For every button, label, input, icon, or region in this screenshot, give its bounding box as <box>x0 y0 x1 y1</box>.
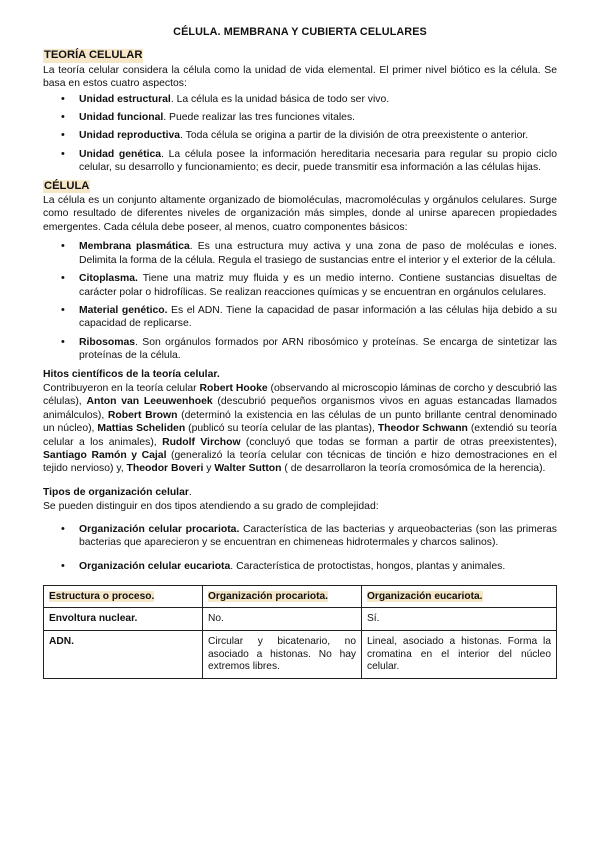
hitos-text: y <box>203 463 215 475</box>
table-header-cell <box>44 585 203 608</box>
section-tipos <box>43 486 557 574</box>
definition: Tiene una matriz muy fluida y es un medio interno. Contiene sustancias disueltas de carácter polar o hidrofílicas. Se realizan reacciones químicas y se encuentran en orgánulos celulares. <box>79 273 557 298</box>
scientist-name: Santiago Ramón y Cajal <box>43 449 167 461</box>
paragraph: Se pueden distinguir en dos tipos atendiendo a su grado de complejidad: <box>43 501 379 513</box>
hitos-text: (publicó su teoría celular de las plantas), <box>185 423 378 435</box>
table-row <box>44 608 557 631</box>
list-item <box>43 304 557 331</box>
hitos-text: (generalizó la teoría celular con técnicas de tinción e hizo demostraciones en el tejido nervioso) y, <box>43 449 557 475</box>
list-item <box>43 523 557 550</box>
scientist-name: Anton van Leeuwenhoek <box>86 396 213 408</box>
hitos-text: ( de desarrollaron la teoría cromosómica de la herencia). <box>281 463 546 475</box>
term: Unidad funcional <box>79 112 164 124</box>
header-text: Organización eucariota. <box>367 590 483 602</box>
hitos-text: (concluyó que todas se forman a partir de otras preexistentes), <box>240 436 557 448</box>
header-text: Organización procariota. <box>208 590 329 602</box>
term: Unidad reproductiva <box>79 130 181 142</box>
header-text: Estructura o proceso. <box>49 590 155 602</box>
bullet-list <box>43 93 557 175</box>
list-item <box>43 336 557 363</box>
definition: . Puede realizar las tres funciones vitales. <box>163 112 356 124</box>
hitos-text: (extendió su teoría celular a los animales), <box>43 423 557 448</box>
hitos-text: Contribuyeron en la teoría celular <box>43 382 200 394</box>
definition: . Son orgánulos formados por ARN ribosómico y proteínas. Se encarga de sintetizar las proteínas de la célula. <box>79 336 557 362</box>
definition: Característica de las bacterias y arqueobacterias (son las primeras bacterias que aparecieron y se encuentran en chimeneas hidrotermales y charcos salinos). <box>79 523 557 548</box>
table-cell: Sí. <box>362 608 557 631</box>
definition: . Toda célula se origina a partir de la división de otra preexistente o anterior. <box>180 130 529 142</box>
document-page <box>43 26 557 679</box>
paragraph: La teoría celular considera la célula como la unidad de vida elemental. El primer nivel biótico es la célula. Se basa en estos cuatro aspectos: <box>43 64 557 90</box>
term: Membrana plasmática <box>79 241 190 253</box>
bullet-list <box>43 523 557 574</box>
document-title: CÉLULA. MEMBRANA Y CUBIERTA CELULARES <box>173 26 427 38</box>
term: Unidad genética <box>79 148 162 160</box>
scientist-name: Walter Sutton <box>214 463 282 475</box>
term: Organización celular eucariota <box>79 561 231 573</box>
hitos-paragraph <box>43 382 557 476</box>
definition: . La célula es la unidad básica de todo ser vivo. <box>170 93 390 105</box>
section-heading: TEORÍA CELULAR <box>44 49 143 62</box>
list-item <box>43 272 557 299</box>
term: Unidad estructural <box>79 93 171 105</box>
subsection-heading <box>43 486 557 499</box>
list-item <box>43 93 557 106</box>
table-cell: ADN. <box>44 631 203 679</box>
table-cell: No. <box>203 608 362 631</box>
table-header-cell <box>203 585 362 608</box>
scientist-name: Theodor Boveri <box>126 463 204 475</box>
hitos-text: (determinó la existencia en las células de un punto brillante central denominado un núcleo), <box>43 409 557 435</box>
heading-dot: . <box>188 486 192 498</box>
hitos-text: (observando al microscopio láminas de corcho y descubrió las células), <box>43 382 558 408</box>
definition: . Es una estructura muy activa y una zona de paso de moléculas e iones. Delimita la forma de la célula. Regula el trasiego de sustancias entre el interior y el exterior de la célula. <box>79 241 557 266</box>
scientist-name: Rudolf Virchow <box>162 436 241 448</box>
subsection-heading-text: Tipos de organización celular <box>43 486 189 498</box>
paragraph: La célula es un conjunto altamente organizado de biomoléculas, macromoléculas y orgánulos celulares. Surge como resultado de diferentes niveles de organización más simples, donde al unirse aparecen propiedades emergentes. Cada célula debe poseer, al menos, cuatro componentes básicos: <box>43 195 557 233</box>
table-cell: Envoltura nuclear. <box>44 608 203 631</box>
table-cell: Lineal, asociado a histonas. Forma la cromatina en el interior del núcleo celular. <box>362 631 557 679</box>
list-item <box>43 240 557 267</box>
definition: Es el ADN. Tiene la capacidad de pasar información a las células hija debido a su capacidad de replicarse. <box>79 304 557 330</box>
table-row <box>44 631 557 679</box>
subsection-heading: Hitos científicos de la teoría celular. <box>43 368 220 380</box>
term: Organización celular procariota. <box>79 523 240 535</box>
term: Material genético. <box>79 304 168 316</box>
definition: . Característica de protoctistas, hongos, plantas y animales. <box>230 561 506 573</box>
hitos-text: (descubrió pequeños organismos vivos en aguas estancadas llamados animálculos), <box>43 396 558 421</box>
term: Ribosomas <box>79 336 136 348</box>
section-teoria-celular <box>43 49 557 174</box>
scientist-name: Robert Brown <box>107 409 178 421</box>
definition: . La célula posee la información hereditaria necesaria para regular su propio ciclo celular, su desarrollo y funcionamiento; es decir, puede transmitir esa información a las células hijas. <box>79 148 557 174</box>
comparison-table <box>43 585 557 679</box>
scientist-name: Robert Hooke <box>199 382 268 394</box>
table-header-cell <box>362 585 557 608</box>
section-heading: CÉLULA <box>44 179 90 192</box>
table-cell: Circular y bicatenario, no asociado a histonas. No hay extremos libres. <box>203 631 362 679</box>
scientist-name: Theodor Schwann <box>377 423 468 435</box>
bullet-list <box>43 240 557 362</box>
table-header-row <box>44 585 557 608</box>
term: Citoplasma. <box>79 273 138 285</box>
list-item <box>43 111 557 124</box>
scientist-name: Mattias Scheliden <box>97 423 186 435</box>
list-item <box>43 560 557 573</box>
list-item <box>43 129 557 142</box>
section-hitos <box>43 368 557 476</box>
list-item <box>43 148 557 175</box>
section-celula <box>43 180 557 363</box>
